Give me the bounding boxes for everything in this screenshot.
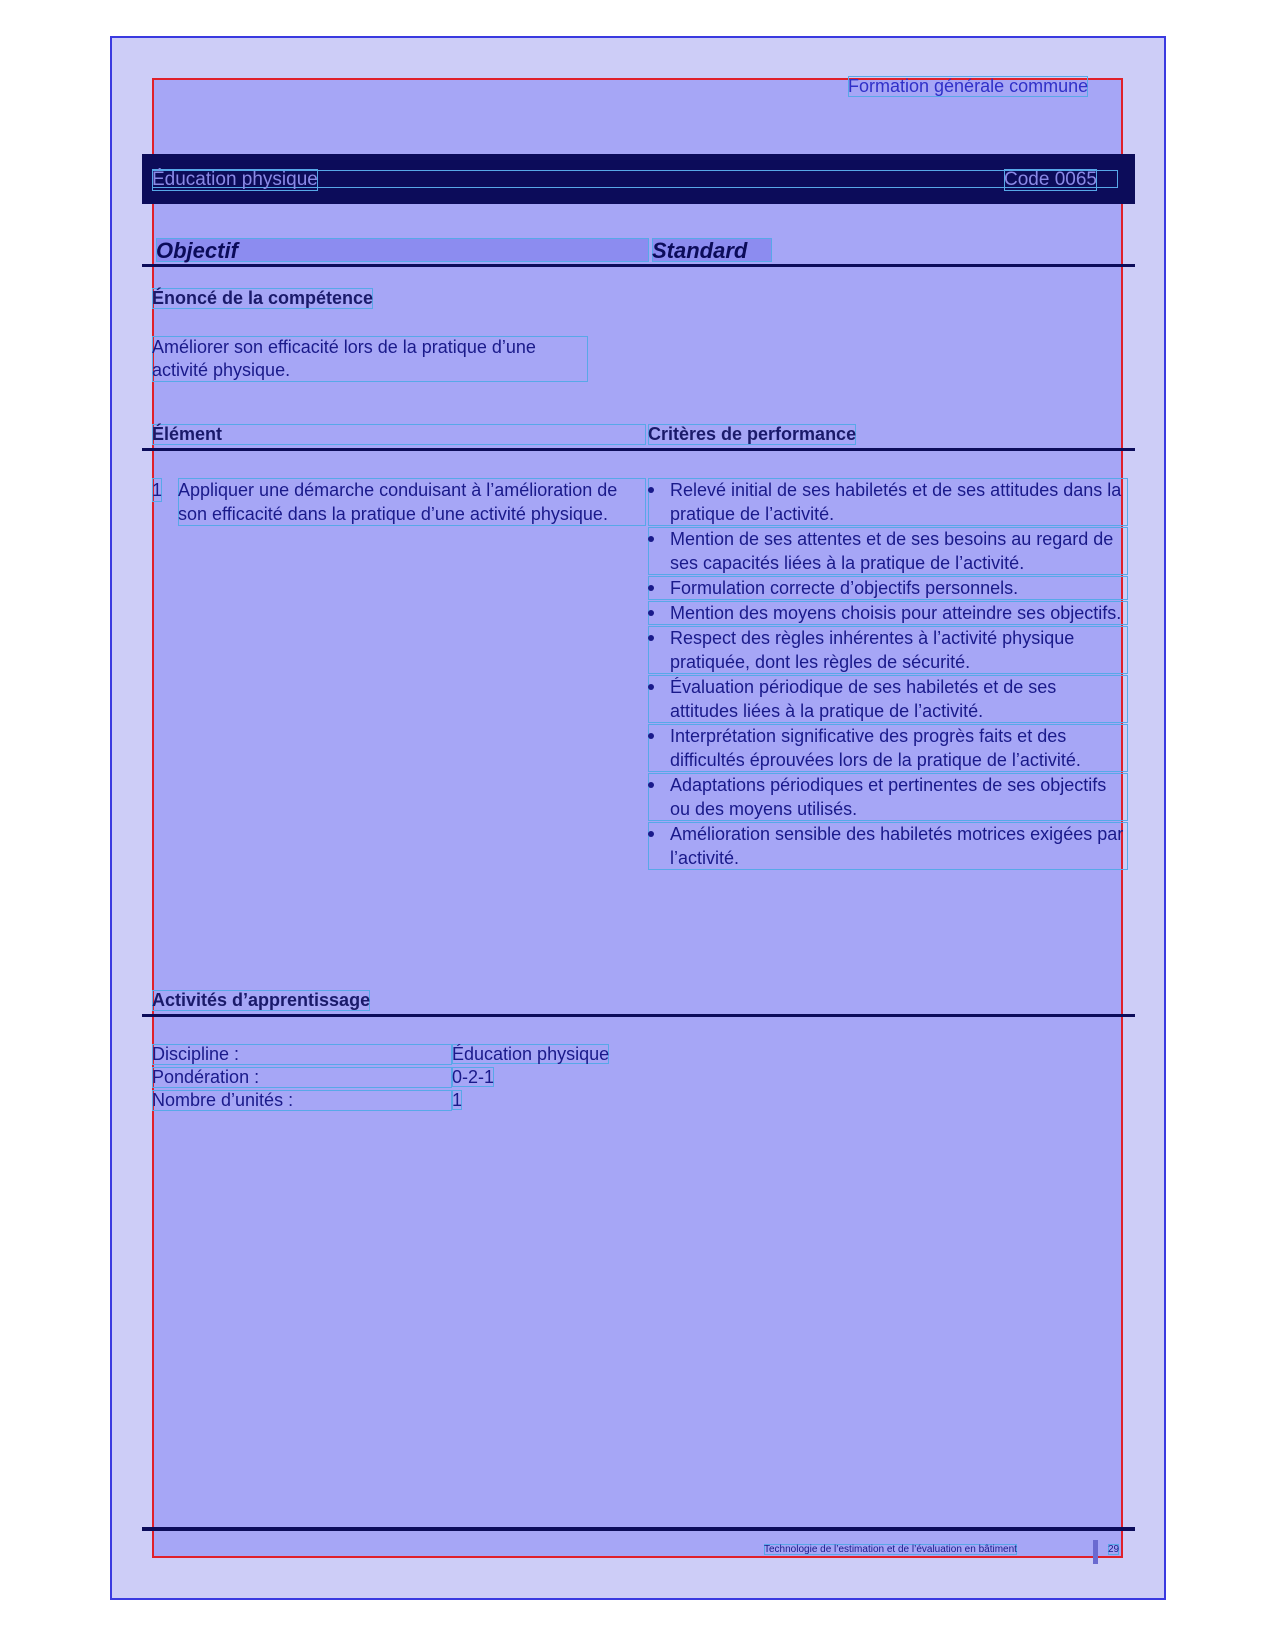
criterion-item <box>648 601 1128 625</box>
course-code-value: 0065 <box>1054 169 1097 190</box>
criterion-text: Respect des règles inhérentes à l’activité physique pratiquée, dont les règles de sécurité. <box>670 628 1075 672</box>
discipline-label: Discipline : <box>152 1044 452 1065</box>
criterion-text: Formulation correcte d’objectifs personnels. <box>670 578 1019 598</box>
criterion-text: Relevé initial de ses habiletés et de ses attitudes dans la pratique de l’activité. <box>670 480 1122 524</box>
element-number: 1 <box>152 480 163 500</box>
footer-program: Technologie de l’estimation et de l’évaluation en bâtiment <box>764 1544 1017 1555</box>
criterion-item <box>648 822 1128 870</box>
header-rule <box>142 264 1135 267</box>
criterion-item <box>648 724 1128 772</box>
bullet-icon <box>648 585 654 591</box>
bullet-icon <box>648 782 654 788</box>
bullet-icon <box>648 684 654 690</box>
element-heading: Élément <box>152 424 646 445</box>
program-header: Formation générale commune <box>848 76 1089 96</box>
activities-rule <box>142 1014 1135 1017</box>
discipline-value: Éducation physique <box>452 1044 610 1064</box>
column-objective-heading: Objectif <box>156 238 649 262</box>
column-standard-heading: Standard <box>652 238 772 262</box>
bullet-icon <box>648 635 654 641</box>
weighting-row <box>152 1067 494 1088</box>
competency-statement: Améliorer son efficacité lors de la pratique d’une activité physique. <box>152 336 588 382</box>
bullet-icon <box>648 487 654 493</box>
criterion-item <box>648 478 1128 526</box>
competency-heading: Énoncé de la compétence <box>152 288 374 308</box>
units-row <box>152 1090 462 1111</box>
criterion-text: Adaptations périodiques et pertinentes de ses objectifs ou des moyens utilisés. <box>670 775 1107 819</box>
criterion-text: Mention de ses attentes et de ses besoins au regard de ses capacités liées à la pratique de l’activité. <box>670 529 1114 573</box>
course-title: Éducation physique <box>152 169 318 190</box>
criterion-item <box>648 576 1128 600</box>
criterion-text: Interprétation significative des progrès faits et des difficultés éprouvées lors de la pratique de l’activité. <box>670 726 1081 770</box>
bullet-icon <box>648 831 654 837</box>
criterion-text: Mention des moyens choisis pour atteindre ses objectifs. <box>670 603 1122 623</box>
criterion-item <box>648 527 1128 575</box>
discipline-row <box>152 1044 609 1065</box>
criteria-heading: Critères de performance <box>648 424 857 444</box>
criterion-text: Amélioration sensible des habiletés motrices exigées par l’activité. <box>670 824 1124 868</box>
activities-heading: Activités d’apprentissage <box>152 990 371 1010</box>
bullet-icon <box>648 733 654 739</box>
bullet-icon <box>648 536 654 542</box>
course-code <box>1004 169 1097 191</box>
weighting-value: 0-2-1 <box>452 1067 495 1087</box>
criterion-text: Évaluation périodique de ses habiletés et de ses attitudes liées à la pratique de l’activité. <box>670 677 1057 721</box>
weighting-label: Pondération : <box>152 1067 452 1088</box>
criterion-item <box>648 626 1128 674</box>
criterion-item <box>648 675 1128 723</box>
units-value: 1 <box>452 1090 463 1110</box>
course-code-label: Code <box>1004 169 1050 190</box>
page-number: 29 <box>1108 1544 1120 1555</box>
performance-criteria-list <box>648 478 1128 871</box>
element-text: Appliquer une démarche conduisant à l’amélioration de son efficacité dans la pratique d’une activité physique. <box>178 478 646 526</box>
bullet-icon <box>648 610 654 616</box>
units-label: Nombre d’unités : <box>152 1090 452 1111</box>
footer-separator <box>1093 1540 1098 1564</box>
footer-rule <box>142 1527 1135 1531</box>
criterion-item <box>648 773 1128 821</box>
element-rule <box>142 448 1135 451</box>
